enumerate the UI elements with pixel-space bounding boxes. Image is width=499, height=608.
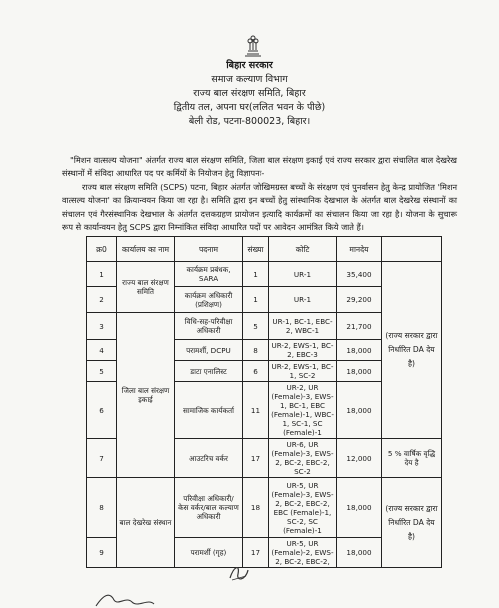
table-row: 3 जिला बाल संरक्षण इकाई विधि-सह-परिवीक्षा अधिकारी 5 UR-1, BC-1, EBC-2, WBC-1 21,700 [87,313,442,340]
table-row: 4 परामर्शी, DCPU 8 UR-2, EWS-1, BC-2, EBC-3 18,000 [87,340,442,361]
remark-increment: 5 % वार्षिक वृद्धि देय है [382,439,442,478]
intro-paragraph-2: राज्य बाल संरक्षण समिति (SCPS) पटना, बिहार अंतर्गत जोखिमग्रस्त बच्चों के संरक्षण एवं पुनर्वासन हेतु केन्द्र प्रायोजित 'मिशन वात्सल्य योजना' का क्रियान्वयन किया जा रहा है। समिति द्वारा इन बच्चों हेतु सांस्थानिक देखभाल के अंतर्गत बाल देखरेख संस्थानों का संचालन एवं गैरसंस्थानिक देखभाल के अंतर्गत दत्तकग्रहण प्रायोजन इत्यादि कार्यक्रमों का संचालन किया जा रहा है। योजना के सुचारू रूप से कार्यान्वयन हेतु SCPS द्वारा निम्नांकित संविदा आधारित पदों पर आवेदन आमंत्रित किये जाते हैं। [62,181,457,233]
table-row: 8 बाल देखरेख संस्थान परिवीक्षा अधिकारी/ केस वर्कर/बाल कल्याण अधिकारी 18 UR-5, UR (Female)-3, EWS-2, BC-2, EBC-2, EBC (Female)-1, SC-2, SC (Female)-1 18,000 (राज्य सरकार द्वारा निर्धारित DA देय है) [87,478,442,538]
office-institution: बाल देखरेख संस्थान [117,478,175,568]
header-office: कार्यालय का नाम [117,237,175,262]
remark-state-govt-da: (राज्य सरकार द्वारा निर्धारित DA देय है) [382,262,442,439]
table-header-row [87,237,442,262]
remark-state-govt-da-2: (राज्य सरकार द्वारा निर्धारित DA देय है) [382,478,442,568]
intro-paragraph-1: "मिशन वात्सल्य योजना" अंतर्गत राज्य बाल संरक्षण समिति, जिला बाल संरक्षण इकाई एवं राज्य सरकार द्वारा संचालित बाल देखरेख संस्थानों में संविदा आधारित पद पर कर्मियों के नियोजन हेतु विज्ञापनः- [62,155,457,179]
vacancy-table [86,236,442,568]
table-row: 5 डाटा एनालिस्ट 6 UR-2, EWS-1, BC-1, SC-2 18,000 [87,361,442,382]
header-address-line1: द्वितीय तल, अपना घर(ललित भवन के पीछे) [173,102,326,113]
office-district: जिला बाल संरक्षण इकाई [117,313,175,478]
signature-icon [92,590,172,608]
header-count: संख्या [243,237,269,262]
table-row: 9 परामर्शी (गृह) 17 UR-5, UR (Female)-2, EWS-2, BC-2, EBC-2, 18,000 [87,538,442,568]
office-state: राज्य बाल संरक्षण समिति [117,262,175,313]
table-row: 6 सामाजिक कार्यकर्ता 11 UR-2, UR (Female)-3, EWS-1, BC-1, EBC (Female)-1, WBC-1, SC-1, SC (Female)-1 18,000 [87,382,442,439]
header-category: कोटि [269,237,337,262]
table-row: 2 कार्यक्रम अधिकारी (प्रशिक्षण) 1 UR-1 29,200 [87,287,442,313]
header-sno: क्र0 [87,237,117,262]
advertisement-intro [62,154,457,234]
signature-initial-icon [226,560,252,584]
header-remark [382,237,442,262]
header-salary: मानदेय [337,237,382,262]
table-row: 7 आउटरिच वर्कर 17 UR-6, UR (Female)-3, EWS-2, BC-2, EBC-2, SC-2 12,000 5 % वार्षिक वृद्धि देय है [87,439,442,478]
header-post: पदनाम [175,237,243,262]
state-emblem-icon [240,34,266,58]
header-committee: राज्य बाल संरक्षण समिति, बिहार [193,88,306,99]
header-govt: बिहार सरकार [226,60,273,71]
header-department: समाज कल्याण विभाग [211,74,288,85]
header-address-line2: बेली रोड, पटना-800023, बिहार। [188,116,311,127]
table-row: 1 राज्य बाल संरक्षण समिति कार्यक्रम प्रबंधक, SARA 1 UR-1 35,400 (राज्य सरकार द्वारा निर्धारित DA देय है) [87,262,442,287]
